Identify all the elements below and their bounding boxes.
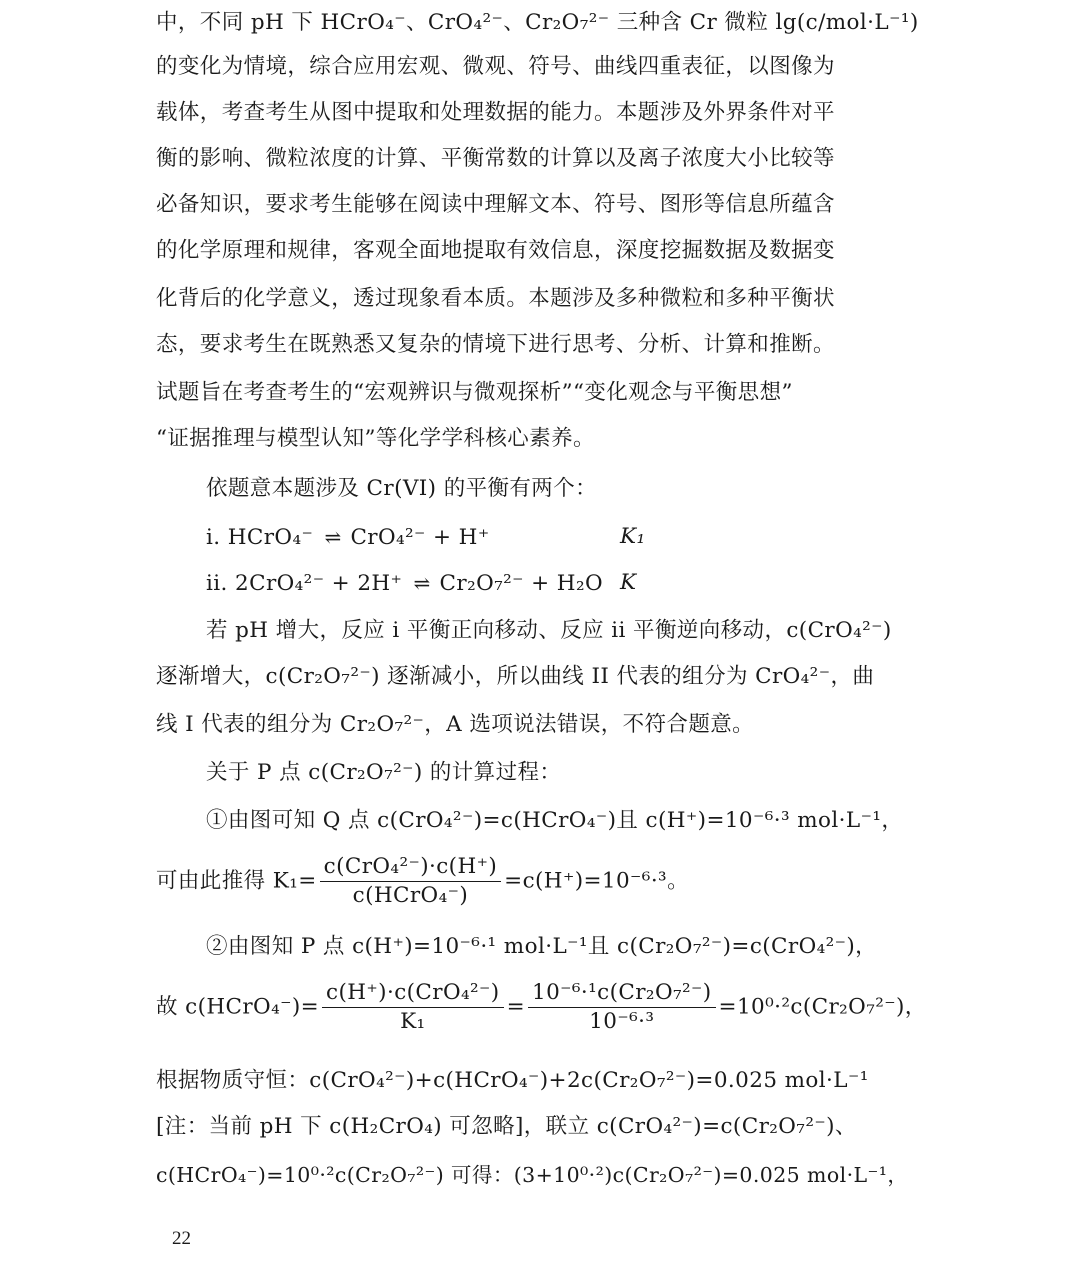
equilibrium-constant: K xyxy=(620,570,637,595)
text-line: 试题旨在考查考生的“宏观辨识与微观探析”“变化观念与平衡思想” xyxy=(156,380,793,405)
text-line: 衡的影响、微粒浓度的计算、平衡常数的计算以及离子浓度大小比较等 xyxy=(156,146,835,171)
fraction-denominator: c(HCrO₄⁻) xyxy=(352,883,469,908)
equilibrium-constant: K₁ xyxy=(620,524,646,549)
formula-hcro4 xyxy=(156,980,926,1035)
text-line: 若 pH 增大，反应 i 平衡正向移动、反应 ii 平衡逆向移动，c(CrO₄²⁻) xyxy=(206,618,892,643)
text-line: 线 I 代表的组分为 Cr₂O₇²⁻，A 选项说法错误，不符合题意。 xyxy=(156,712,755,737)
text-line: 逐渐增大，c(Cr₂O₇²⁻) 逐渐减小，所以曲线 II 代表的组分为 CrO₄²⁻，曲 xyxy=(156,664,875,689)
text-line: c(HCrO₄⁻)=10⁰·²c(Cr₂O₇²⁻) 可得：(3+10⁰·²)c(Cr₂O₇²⁻)=0.025 mol·L⁻¹， xyxy=(156,1163,909,1187)
fraction-numerator: 10⁻⁶·¹c(Cr₂O₇²⁻) xyxy=(528,980,716,1008)
equation-i xyxy=(206,522,976,553)
text-line: “证据推理与模型认知”等化学学科核心素养。 xyxy=(156,426,595,451)
fraction xyxy=(528,980,716,1035)
text-line: 化背后的化学意义，透过现象看本质。本题涉及多种微粒和多种平衡状 xyxy=(156,286,835,311)
equation-left: i. HCrO₄⁻ xyxy=(206,525,314,550)
fraction xyxy=(322,980,504,1035)
text-line: 依题意本题涉及 Cr(VI) 的平衡有两个： xyxy=(206,476,597,501)
text-line: [注：当前 pH 下 c(H₂CrO₄) 可忽略]，联立 c(CrO₄²⁻)=c(Cr₂O₇²⁻)、 xyxy=(156,1114,857,1139)
formula-prefix: 可由此推得 K₁= xyxy=(156,868,317,894)
equation-right: Cr₂O₇²⁻ + H₂O xyxy=(439,571,603,596)
equals-sign: = xyxy=(506,994,525,1020)
text-line: 态，要求考生在既熟悉又复杂的情境下进行思考、分析、计算和推断。 xyxy=(156,332,835,357)
equation-right: CrO₄²⁻ + H⁺ xyxy=(350,525,490,550)
text-line: 必备知识，要求考生能够在阅读中理解文本、符号、图形等信息所蕴含 xyxy=(156,192,835,217)
page-number: 22 xyxy=(172,1228,191,1249)
formula-suffix: =c(H⁺)=10⁻⁶·³。 xyxy=(504,868,689,894)
equilibrium-arrow-icon: ⇌ xyxy=(324,525,340,549)
fraction-numerator: c(H⁺)·c(CrO₄²⁻) xyxy=(322,980,504,1008)
equation-ii xyxy=(206,568,976,599)
formula-prefix: 故 c(HCrO₄⁻)= xyxy=(156,994,320,1020)
fraction-denominator: K₁ xyxy=(400,1009,426,1034)
text-line: 的变化为情境，综合应用宏观、微观、符号、曲线四重表征，以图像为 xyxy=(156,54,835,79)
text-line: 的化学原理和规律，客观全面地提取有效信息，深度挖掘数据及数据变 xyxy=(156,238,835,263)
text-line: 根据物质守恒：c(CrO₄²⁻)+c(HCrO₄⁻)+2c(Cr₂O₇²⁻)=0.025 mol·L⁻¹ xyxy=(156,1068,869,1093)
text-line: ①由图可知 Q 点 c(CrO₄²⁻)=c(HCrO₄⁻)且 c(H⁺)=10⁻⁶·³ mol·L⁻¹， xyxy=(206,808,904,833)
fraction-numerator: c(CrO₄²⁻)·c(H⁺) xyxy=(320,854,502,882)
text-line: 载体，考查考生从图中提取和处理数据的能力。本题涉及外界条件对平 xyxy=(156,100,835,125)
fraction-denominator: 10⁻⁶·³ xyxy=(589,1009,655,1034)
formula-suffix: =10⁰·²c(Cr₂O₇²⁻)， xyxy=(718,994,927,1020)
formula-k1 xyxy=(156,854,926,909)
text-line: 中，不同 pH 下 HCrO₄⁻、CrO₄²⁻、Cr₂O₇²⁻ 三种含 Cr 微粒 lg(c/mol·L⁻¹) xyxy=(156,10,919,35)
equation-left: ii. 2CrO₄²⁻ + 2H⁺ xyxy=(206,571,403,596)
equilibrium-arrow-icon: ⇌ xyxy=(413,571,429,595)
text-line: ②由图知 P 点 c(H⁺)=10⁻⁶·¹ mol·L⁻¹且 c(Cr₂O₇²⁻)=c(CrO₄²⁻)， xyxy=(206,934,878,959)
text-line: 关于 P 点 c(Cr₂O₇²⁻) 的计算过程： xyxy=(206,760,562,785)
fraction xyxy=(320,854,502,909)
